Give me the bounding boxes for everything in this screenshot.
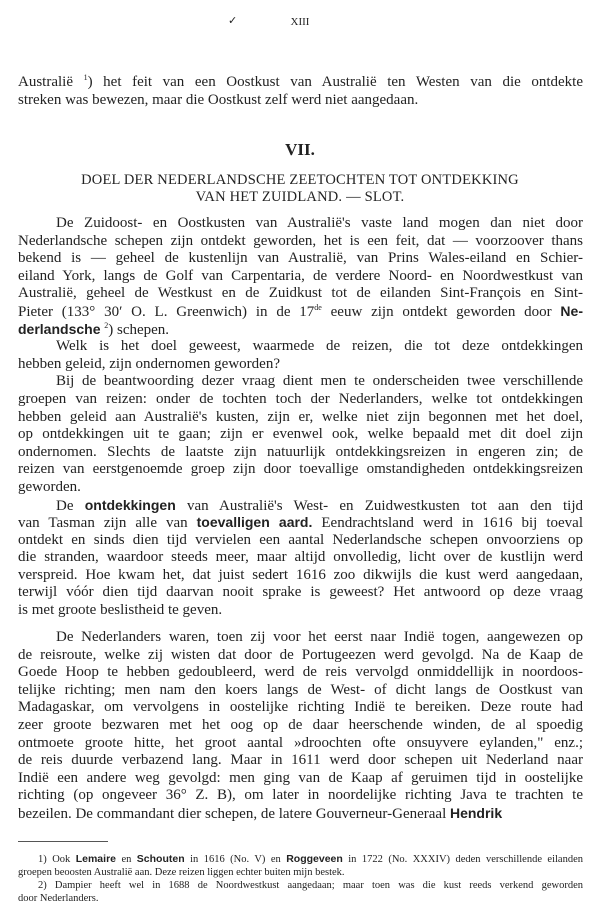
text-line (18, 602, 583, 620)
chapter-title-line: DOEL DER NEDERLANDSCHE ZEETOCHTEN TOT ONTDEKKING (81, 172, 519, 188)
text-segment: ) schepen. (108, 321, 170, 338)
text-line (18, 409, 583, 427)
text-segment: in 1616 (No. V) en (184, 854, 287, 865)
text-segment: reizen van eerstgenoemde groep zijn door toevallige omstandigheden ontdekkingsreizen (18, 461, 583, 478)
text-segment: Goede Hoop te hebben gedoubleerd, werd de reis vervolgd onmiddellijk in noordoos- (18, 664, 583, 681)
text-segment: die stranden, waardoor steeds meer, maar altijd onvolledig, licht over de kustlijn werd (18, 549, 583, 566)
text-line (18, 532, 583, 550)
footnote-divider (18, 841, 108, 842)
text-line (18, 549, 583, 567)
text-segment: streken was bewezen, maar die Oostkust zelf werd niet aangedaan. (18, 91, 419, 108)
text-line (18, 74, 583, 92)
text-line (18, 497, 583, 515)
bold-text: Schouten (136, 853, 185, 865)
second-section-text (18, 629, 583, 823)
text-line (18, 233, 583, 251)
text-line (18, 664, 583, 682)
text-line (18, 787, 583, 805)
text-line (18, 892, 583, 905)
text-segment: Eendrachtsland werd in 1616 bij toeval (312, 515, 584, 532)
text-line (18, 338, 583, 356)
bold-text: Hendrik (449, 804, 503, 821)
text-line (18, 879, 583, 892)
text-segment: bezeilen. De commandant dier schepen, de latere Gouverneur-Generaal (18, 805, 450, 822)
text-segment: De Nederlanders waren, toen zij voor het eerst naar Indië togen, aangewezen op (56, 629, 583, 645)
para-ontdekkingen (18, 497, 583, 620)
text-segment: groepen beoosten Australië aan. Deze reizen liggen echter buiten mijn bestek. (18, 867, 345, 878)
text-line (18, 215, 583, 233)
para-welk (18, 338, 583, 373)
text-segment: 2) Dampier heeft wel in 1688 de Noordwestkust aangedaan; maar toen was die kust reeds verkend geworden (38, 880, 583, 891)
footnote-2 (18, 879, 583, 905)
text-segment: Bij de beantwoording dezer vraag dient men te onderscheiden twee verschillende (56, 373, 583, 390)
text-line (18, 752, 583, 770)
text-line (18, 444, 583, 462)
main-text (18, 215, 583, 620)
text-segment: richting (op ongeveer 36° Z. B), om later in noordelijke richting Java te trachten te (18, 787, 583, 804)
text-line (18, 805, 583, 823)
text-line (18, 866, 583, 879)
text-segment: Welk is het doel geweest, waarmede de reizen, die tot deze ontdekkingen (56, 338, 583, 355)
text-segment: in 1722 (No. XXXIV) deden verschillende eilanden (342, 854, 583, 865)
text-segment: geworden. (18, 478, 81, 495)
text-segment: is met groote beslistheid te geven. (18, 602, 223, 619)
text-segment: Indië een andere weg gevolgd: men ging van de Kaap af geruimen tijd in oostelijke (18, 769, 583, 786)
para-continuation (18, 74, 583, 109)
superscript: 1 (83, 73, 88, 82)
text-segment: De (56, 497, 85, 514)
text-segment: hebben geleid, zijn ondernomen geworden? (18, 355, 280, 372)
pencil-check-mark: ✓ (228, 15, 238, 27)
text-segment: verspreid. Hoe kwam het, dat juist sedert 1616 zoo dikwijls die kust werd aangedaan, (18, 566, 583, 583)
text-line (18, 629, 583, 647)
text-line (18, 373, 583, 391)
text-segment: en (116, 854, 137, 865)
bold-text: derlandsche (18, 320, 101, 337)
para-nederlanders (18, 629, 583, 823)
bold-text: Ne- (560, 302, 583, 319)
text-segment: telijke richting; men nam den koers langs de West- of dicht langs de Oostkust van (18, 681, 583, 698)
chapter-title (0, 172, 600, 206)
text-segment: de reis duurde verbazend lang. Maar in 1611 werd door schepen uit Nederland naar (18, 752, 583, 769)
continuation-text (18, 74, 583, 109)
text-line (18, 92, 583, 110)
page-number: XIII (290, 16, 310, 28)
bold-text: toevalligen aard. (196, 514, 313, 531)
text-line (18, 682, 583, 700)
chapter-title-line: VAN HET ZUIDLAND. — SLOT. (195, 189, 405, 205)
text-segment: ) het feit van een Oostkust van Australië ten Westen van die ontdekte (87, 74, 584, 90)
text-line (18, 250, 583, 268)
text-line (18, 285, 583, 303)
text-segment: eeuw zijn ontdekt geworden door (321, 303, 561, 320)
para-bij (18, 373, 583, 496)
text-line (18, 268, 583, 286)
text-segment: de reisroute, welke zij wisten dat door de Portugeezen werd gevolgd. Na de Kaap de (18, 646, 583, 663)
text-segment: hebben geleid aan Australië's kusten, zijn er, welke niet zijn begonnen met het doel, (18, 408, 583, 425)
text-segment: zeer groote bezwaren met het oog op de daar heerschende winden, de al spoedig (18, 716, 583, 733)
text-line (18, 647, 583, 665)
bold-text: Lemaire (75, 853, 116, 865)
text-line (18, 321, 583, 339)
text-segment: 1) Ook (38, 854, 76, 865)
text-segment: Australië, geheel de Westkust en de Zuidkust tot de eilanden Sint-François en Sint- (18, 285, 583, 302)
text-segment: Australië (18, 74, 84, 90)
superscript: 2 (104, 320, 109, 330)
text-line (18, 461, 583, 479)
text-line (18, 356, 583, 374)
text-segment: groepen van reizen: onder de tochten toch der Nederlanders, welke tot ontdekkingen (18, 390, 583, 407)
text-line (18, 303, 583, 321)
text-segment: van Australië's West- en Zuidwestkusten tot aan den tijd (175, 497, 583, 514)
text-line (18, 717, 583, 735)
text-segment: Pieter (133° 30′ O. L. Greenwich) in de 17 (18, 303, 315, 320)
text-segment: De Zuidoost- en Oostkusten van Australië's vaste land mogen dan niet door (56, 215, 583, 231)
text-line (18, 770, 583, 788)
text-line (18, 426, 583, 444)
text-line (18, 735, 583, 753)
text-segment: ontdekt en sinds dien tijd vervielen een aantal Nederlandsche schepen onvoorziens op (18, 531, 583, 548)
text-segment: van Tasman zijn alle van (18, 515, 197, 532)
text-line (18, 514, 583, 532)
text-line (18, 699, 583, 717)
text-segment: ondernomen. Slechts de laatste zijn natuurlijk ontdekkingsreizen in engeren zin; de (18, 443, 583, 460)
text-line (18, 479, 583, 497)
text-line (18, 853, 583, 866)
text-segment: terwijl vóór dien tijd daarvan nooit sprake is geweest? Het antwoord op deze vraag (18, 584, 583, 601)
bold-text: ontdekkingen (84, 496, 176, 513)
bold-text: Roggeveen (286, 853, 343, 865)
text-line (18, 584, 583, 602)
footnotes (18, 853, 583, 905)
text-segment: Nederlandsche schepen zijn ontdekt geworden, het is een feit, dat — voorzoover thans (18, 232, 583, 249)
text-segment: door Nederlanders. (18, 893, 99, 904)
para-zuidoost (18, 215, 583, 338)
text-segment: eiland York, langs de Golf van Carpentaria, de verdere Noord- en Noordwestkust van (18, 267, 583, 284)
text-segment: op ontdekkingen uit te gaan; zijn er evenwel ook, welke bepaald met dit doel zijn (18, 426, 583, 443)
text-segment: bekend is — geheel de kustenlijn van Australië, van Prins Wales-eiland en Schier- (18, 250, 583, 267)
superscript: de (314, 302, 322, 312)
text-line (18, 567, 583, 585)
footnote-1 (18, 853, 583, 879)
text-line (18, 391, 583, 409)
text-segment: Madagaskar, om vervolgens in oostelijke richting Indië te bereiken. Deze route had (18, 699, 583, 716)
text-segment: ontmoete groote hitte, het groot aantal »droochten ofte onsuyvere eylanden," enz.; (18, 734, 583, 751)
chapter-number: VII. (285, 140, 315, 159)
